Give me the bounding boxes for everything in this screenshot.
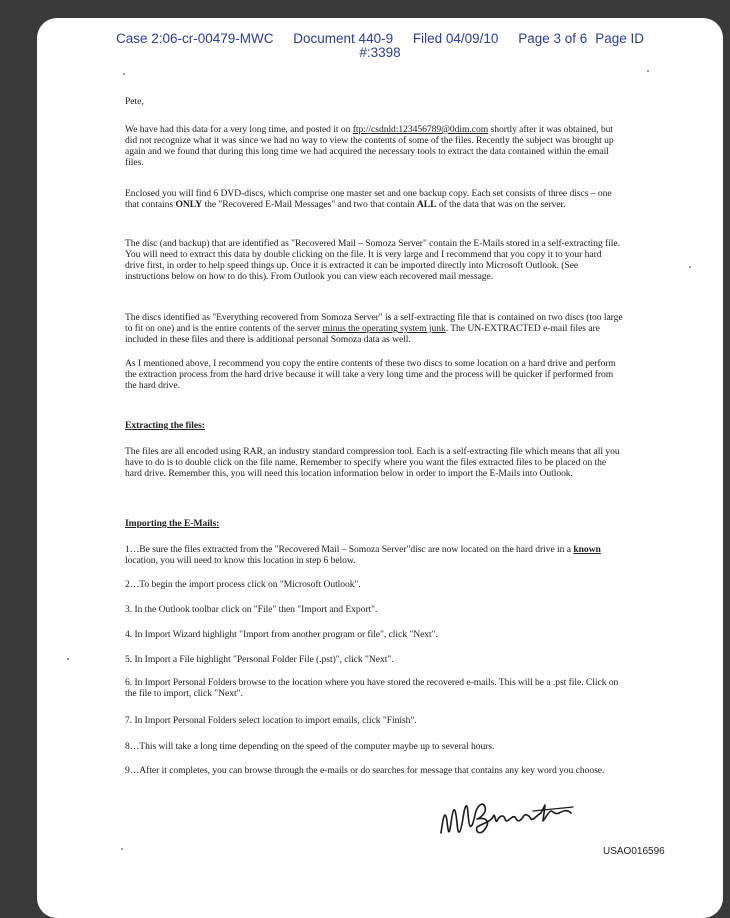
case-number: Case 2:06-cr-00479-MWC: [115, 31, 274, 46]
import-step-8: 8…This will take a long time depending on the speed of the computer maybe up to several hours.: [125, 741, 495, 752]
import-step-5: 5. In Import a File highlight "Personal Folder File (.pst)", click "Next".: [125, 654, 394, 665]
paragraph-recommendation: As I mentioned above, I recommend you copy the entire contents of these two discs to some location on a hard drive and perform the extraction process from the hard drive because it will take a very long time and the process will be quicker if performed from the hard drive.: [125, 358, 616, 391]
scan-speck: [121, 848, 123, 850]
page-number: Page 3 of 6: [518, 31, 588, 46]
underlined-text: minus the operating system junk: [322, 323, 446, 334]
paragraph-text: shortly after it was obtained, but did not recognize what it was since we had no way to view the contents of some of the files. Recently the subject was brought up again and we found that during this long time we had acquired the necessary tools to extract the data contained within the email files.: [125, 124, 614, 168]
import-step-2: 2…To begin the import process click on "Microsoft Outlook".: [125, 579, 361, 590]
bates-number: USAO016596: [603, 846, 665, 857]
scan-speck: [123, 73, 125, 75]
import-step-3: 3. In the Outlook toolbar click on "File" then "Import and Export".: [125, 604, 378, 615]
import-step-7: 7. In Import Personal Folders select location to import emails, click "Finish".: [125, 715, 417, 726]
paragraph-text: . The UN-EXTRACTED e-mail files are included in these files and there is additional personal Somoza data as well.: [125, 323, 600, 345]
paragraph-recovered-mail: The disc (and backup) that are identified as "Recovered Mail – Somoza Server" contain the E-Mails stored in a self-extracting file. You will need to extract this data by double clicking on the file. It is very large and I recommend that you copy it to your hard drive first, in order to help speed things up. Once it is extracted it can be imported directly into Microsoft Outlook. (See instructions below on how to do this). From Outlook you can view each recovered mail message.: [125, 238, 620, 282]
heading-extracting-files: Extracting the files:: [125, 420, 205, 431]
paragraph-everything-recovered: [125, 312, 623, 345]
import-step-6: 6. In Import Personal Folders browse to the location where you have stored the recovered e-mails. This will be a .pst file. Click on the file to import, click "Next".: [125, 677, 619, 699]
emphasis-only: ONLY: [175, 199, 203, 210]
document-page: [37, 18, 723, 918]
paragraph-text: The discs identified as "Everything recovered from Somoza Server" is a self-extracting file that is contained on two discs (too large to fit on one) and is the entire contents of the server: [125, 312, 623, 334]
document-number: Document 440-9: [293, 31, 394, 46]
paragraph-text: We have had this data for a very long time, and posted it on: [125, 124, 353, 135]
emphasis-known: known: [573, 544, 601, 555]
paragraph-text: Enclosed you will find 6 DVD-discs, which comprise one master set and one backup copy. Each set consists of three discs – one that contains: [125, 188, 612, 210]
ftp-link[interactable]: ftp://csdnld:123456789@0dim.com: [352, 124, 489, 135]
scan-speck: [647, 70, 649, 72]
paragraph-text: of the data that was on the server.: [436, 199, 566, 210]
paragraph-extracting: The files are all encoded using RAR, an industry standard compression tool. Each is a self-extracting file which means that all you have to do is to double click on the file name. Remember to specify where you want the files extracted files to be placed on the hard drive. Remember this, you will need this location information below in order to import the E-Mails into Outlook.: [125, 446, 620, 479]
scan-speck: [689, 266, 691, 268]
greeting: Pete,: [125, 96, 144, 107]
import-step-9: 9…After it completes, you can browse through the e-mails or do searches for message that contains any key word you choose.: [125, 765, 605, 776]
paragraph-intro: [125, 124, 623, 168]
import-step-4: 4. In Import Wizard highlight "Import from another program or file", click "Next".: [125, 629, 438, 640]
court-filing-header: [37, 32, 723, 60]
handwritten-signature: [433, 793, 583, 853]
paragraph-discs: [125, 188, 623, 210]
paragraph-text: the "Recovered E-Mail Messages" and two that contain: [202, 199, 417, 210]
page-id-label: Page ID: [595, 31, 645, 46]
filed-date: Filed 04/09/10: [412, 31, 499, 46]
page-id-number: #:3398: [359, 45, 401, 60]
heading-importing-emails: Importing the E-Mails:: [125, 518, 220, 529]
scan-speck: [67, 658, 69, 660]
emphasis-all: ALL: [416, 199, 437, 210]
import-step-1: [125, 544, 623, 566]
step-text: 1…Be sure the files extracted from the "Recovered Mail – Somoza Server"disc are now located on the hard drive in a: [125, 544, 574, 555]
step-text: location, you will need to know this location in step 6 below.: [125, 555, 356, 566]
